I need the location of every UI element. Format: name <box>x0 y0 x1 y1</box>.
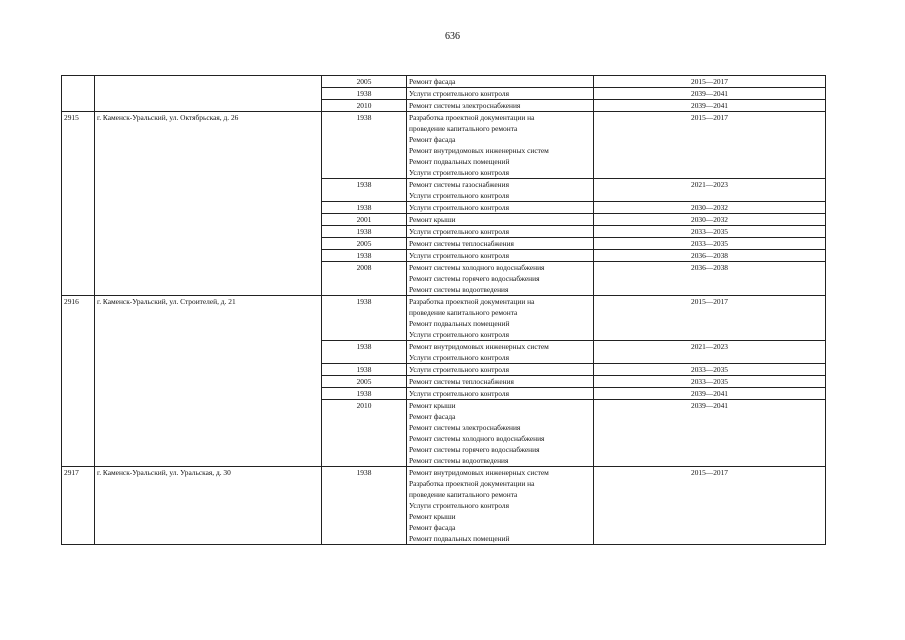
work-item: Ремонт внутридомовых инженерных систем <box>409 146 549 155</box>
period-cell: 2036—2038 <box>594 250 826 262</box>
work-item: Ремонт подвальных помещений <box>409 319 510 328</box>
period-cell: 2033—2035 <box>594 376 826 388</box>
work-item: Услуги строительного контроля <box>409 203 509 212</box>
work-item: Ремонт крыши <box>409 512 456 521</box>
work-item: Услуги строительного контроля <box>409 365 509 374</box>
work-item: Ремонт системы электроснабжения <box>409 101 521 110</box>
work-item: Услуги строительного контроля <box>409 353 509 362</box>
house-number-cell: 2917 <box>62 467 95 545</box>
work-item: проведение капитального ремонта <box>409 490 518 499</box>
period-cell: 2033—2035 <box>594 364 826 376</box>
house-number-cell: 2916 <box>62 296 95 467</box>
work-item: Ремонт системы водоотведения <box>409 285 509 294</box>
year-cell: 1938 <box>322 388 407 400</box>
work-item: проведение капитального ремонта <box>409 308 518 317</box>
work-item: Услуги строительного контроля <box>409 501 509 510</box>
work-item: Ремонт крыши <box>409 215 456 224</box>
year-cell: 2001 <box>322 214 407 226</box>
work-type-cell <box>407 262 594 296</box>
table-row <box>62 112 826 179</box>
work-type-cell <box>407 341 594 364</box>
period-cell: 2030—2032 <box>594 202 826 214</box>
work-item: проведение капитального ремонта <box>409 124 518 133</box>
work-type-cell <box>407 112 594 179</box>
work-item: Ремонт крыши <box>409 401 456 410</box>
work-type-cell <box>407 250 594 262</box>
year-cell: 1938 <box>322 296 407 341</box>
year-cell: 1938 <box>322 467 407 545</box>
work-type-cell <box>407 376 594 388</box>
work-item: Ремонт подвальных помещений <box>409 534 510 543</box>
period-cell: 2039—2041 <box>594 388 826 400</box>
work-item: Ремонт системы теплоснабжения <box>409 377 514 386</box>
work-item: Ремонт системы холодного водоснабжения <box>409 434 545 443</box>
work-type-cell <box>407 296 594 341</box>
work-item: Ремонт внутридомовых инженерных систем <box>409 468 549 477</box>
work-type-cell <box>407 88 594 100</box>
table-row <box>62 467 826 545</box>
work-type-cell <box>407 226 594 238</box>
period-cell: 2015—2017 <box>594 76 826 88</box>
period-cell: 2033—2035 <box>594 238 826 250</box>
work-item: Ремонт системы теплоснабжения <box>409 239 514 248</box>
year-cell: 2005 <box>322 76 407 88</box>
work-item: Услуги строительного контроля <box>409 191 509 200</box>
work-item: Разработка проектной документации на <box>409 297 535 306</box>
work-item: Ремонт системы горячего водоснабжения <box>409 274 540 283</box>
year-cell: 2010 <box>322 400 407 467</box>
work-item: Ремонт системы водоотведения <box>409 456 509 465</box>
period-cell: 2033—2035 <box>594 226 826 238</box>
period-cell: 2021—2023 <box>594 179 826 202</box>
year-cell: 1938 <box>322 202 407 214</box>
work-item: Ремонт подвальных помещений <box>409 157 510 166</box>
work-type-cell <box>407 400 594 467</box>
work-item: Ремонт системы электроснабжения <box>409 423 521 432</box>
work-item: Услуги строительного контроля <box>409 168 509 177</box>
work-item: Ремонт фасада <box>409 135 456 144</box>
year-cell: 1938 <box>322 250 407 262</box>
year-cell: 1938 <box>322 179 407 202</box>
page-number: 636 <box>445 31 460 42</box>
period-cell: 2030—2032 <box>594 214 826 226</box>
period-cell: 2039—2041 <box>594 88 826 100</box>
address-cell <box>95 76 322 112</box>
work-item: Ремонт системы горячего водоснабжения <box>409 445 540 454</box>
work-item: Услуги строительного контроля <box>409 251 509 260</box>
period-cell: 2039—2041 <box>594 100 826 112</box>
year-cell: 2005 <box>322 376 407 388</box>
work-type-cell <box>407 388 594 400</box>
work-item: Услуги строительного контроля <box>409 389 509 398</box>
work-type-cell <box>407 100 594 112</box>
period-cell: 2036—2038 <box>594 262 826 296</box>
work-type-cell <box>407 214 594 226</box>
work-type-cell <box>407 238 594 250</box>
work-item: Услуги строительного контроля <box>409 330 509 339</box>
year-cell: 1938 <box>322 226 407 238</box>
work-item: Ремонт системы холодного водоснабжения <box>409 263 545 272</box>
table-body <box>62 76 826 545</box>
address-cell: г. Каменск-Уральский, ул. Уральская, д. 30 <box>95 467 322 545</box>
house-number-cell: 2915 <box>62 112 95 296</box>
work-item: Ремонт фасада <box>409 412 456 421</box>
repair-schedule-table <box>61 75 826 545</box>
work-item: Разработка проектной документации на <box>409 113 535 122</box>
period-cell: 2015—2017 <box>594 296 826 341</box>
work-item: Ремонт системы газоснабжения <box>409 180 509 189</box>
work-type-cell <box>407 202 594 214</box>
work-type-cell <box>407 364 594 376</box>
year-cell: 2005 <box>322 238 407 250</box>
address-cell: г. Каменск-Уральский, ул. Строителей, д. 21 <box>95 296 322 467</box>
work-item: Услуги строительного контроля <box>409 89 509 98</box>
work-type-cell <box>407 179 594 202</box>
period-cell: 2015—2017 <box>594 112 826 179</box>
year-cell: 2008 <box>322 262 407 296</box>
work-item: Разработка проектной документации на <box>409 479 535 488</box>
work-type-cell <box>407 76 594 88</box>
year-cell: 2010 <box>322 100 407 112</box>
year-cell: 1938 <box>322 341 407 364</box>
work-type-cell <box>407 467 594 545</box>
address-cell: г. Каменск-Уральский, ул. Октябрьская, д. 26 <box>95 112 322 296</box>
table-row <box>62 76 826 88</box>
period-cell: 2039—2041 <box>594 400 826 467</box>
year-cell: 1938 <box>322 112 407 179</box>
period-cell: 2015—2017 <box>594 467 826 545</box>
work-item: Ремонт фасада <box>409 77 456 86</box>
table-row <box>62 296 826 341</box>
year-cell: 1938 <box>322 364 407 376</box>
year-cell: 1938 <box>322 88 407 100</box>
house-number-cell <box>62 76 95 112</box>
period-cell: 2021—2023 <box>594 341 826 364</box>
work-item: Ремонт внутридомовых инженерных систем <box>409 342 549 351</box>
work-item: Услуги строительного контроля <box>409 227 509 236</box>
work-item: Ремонт фасада <box>409 523 456 532</box>
